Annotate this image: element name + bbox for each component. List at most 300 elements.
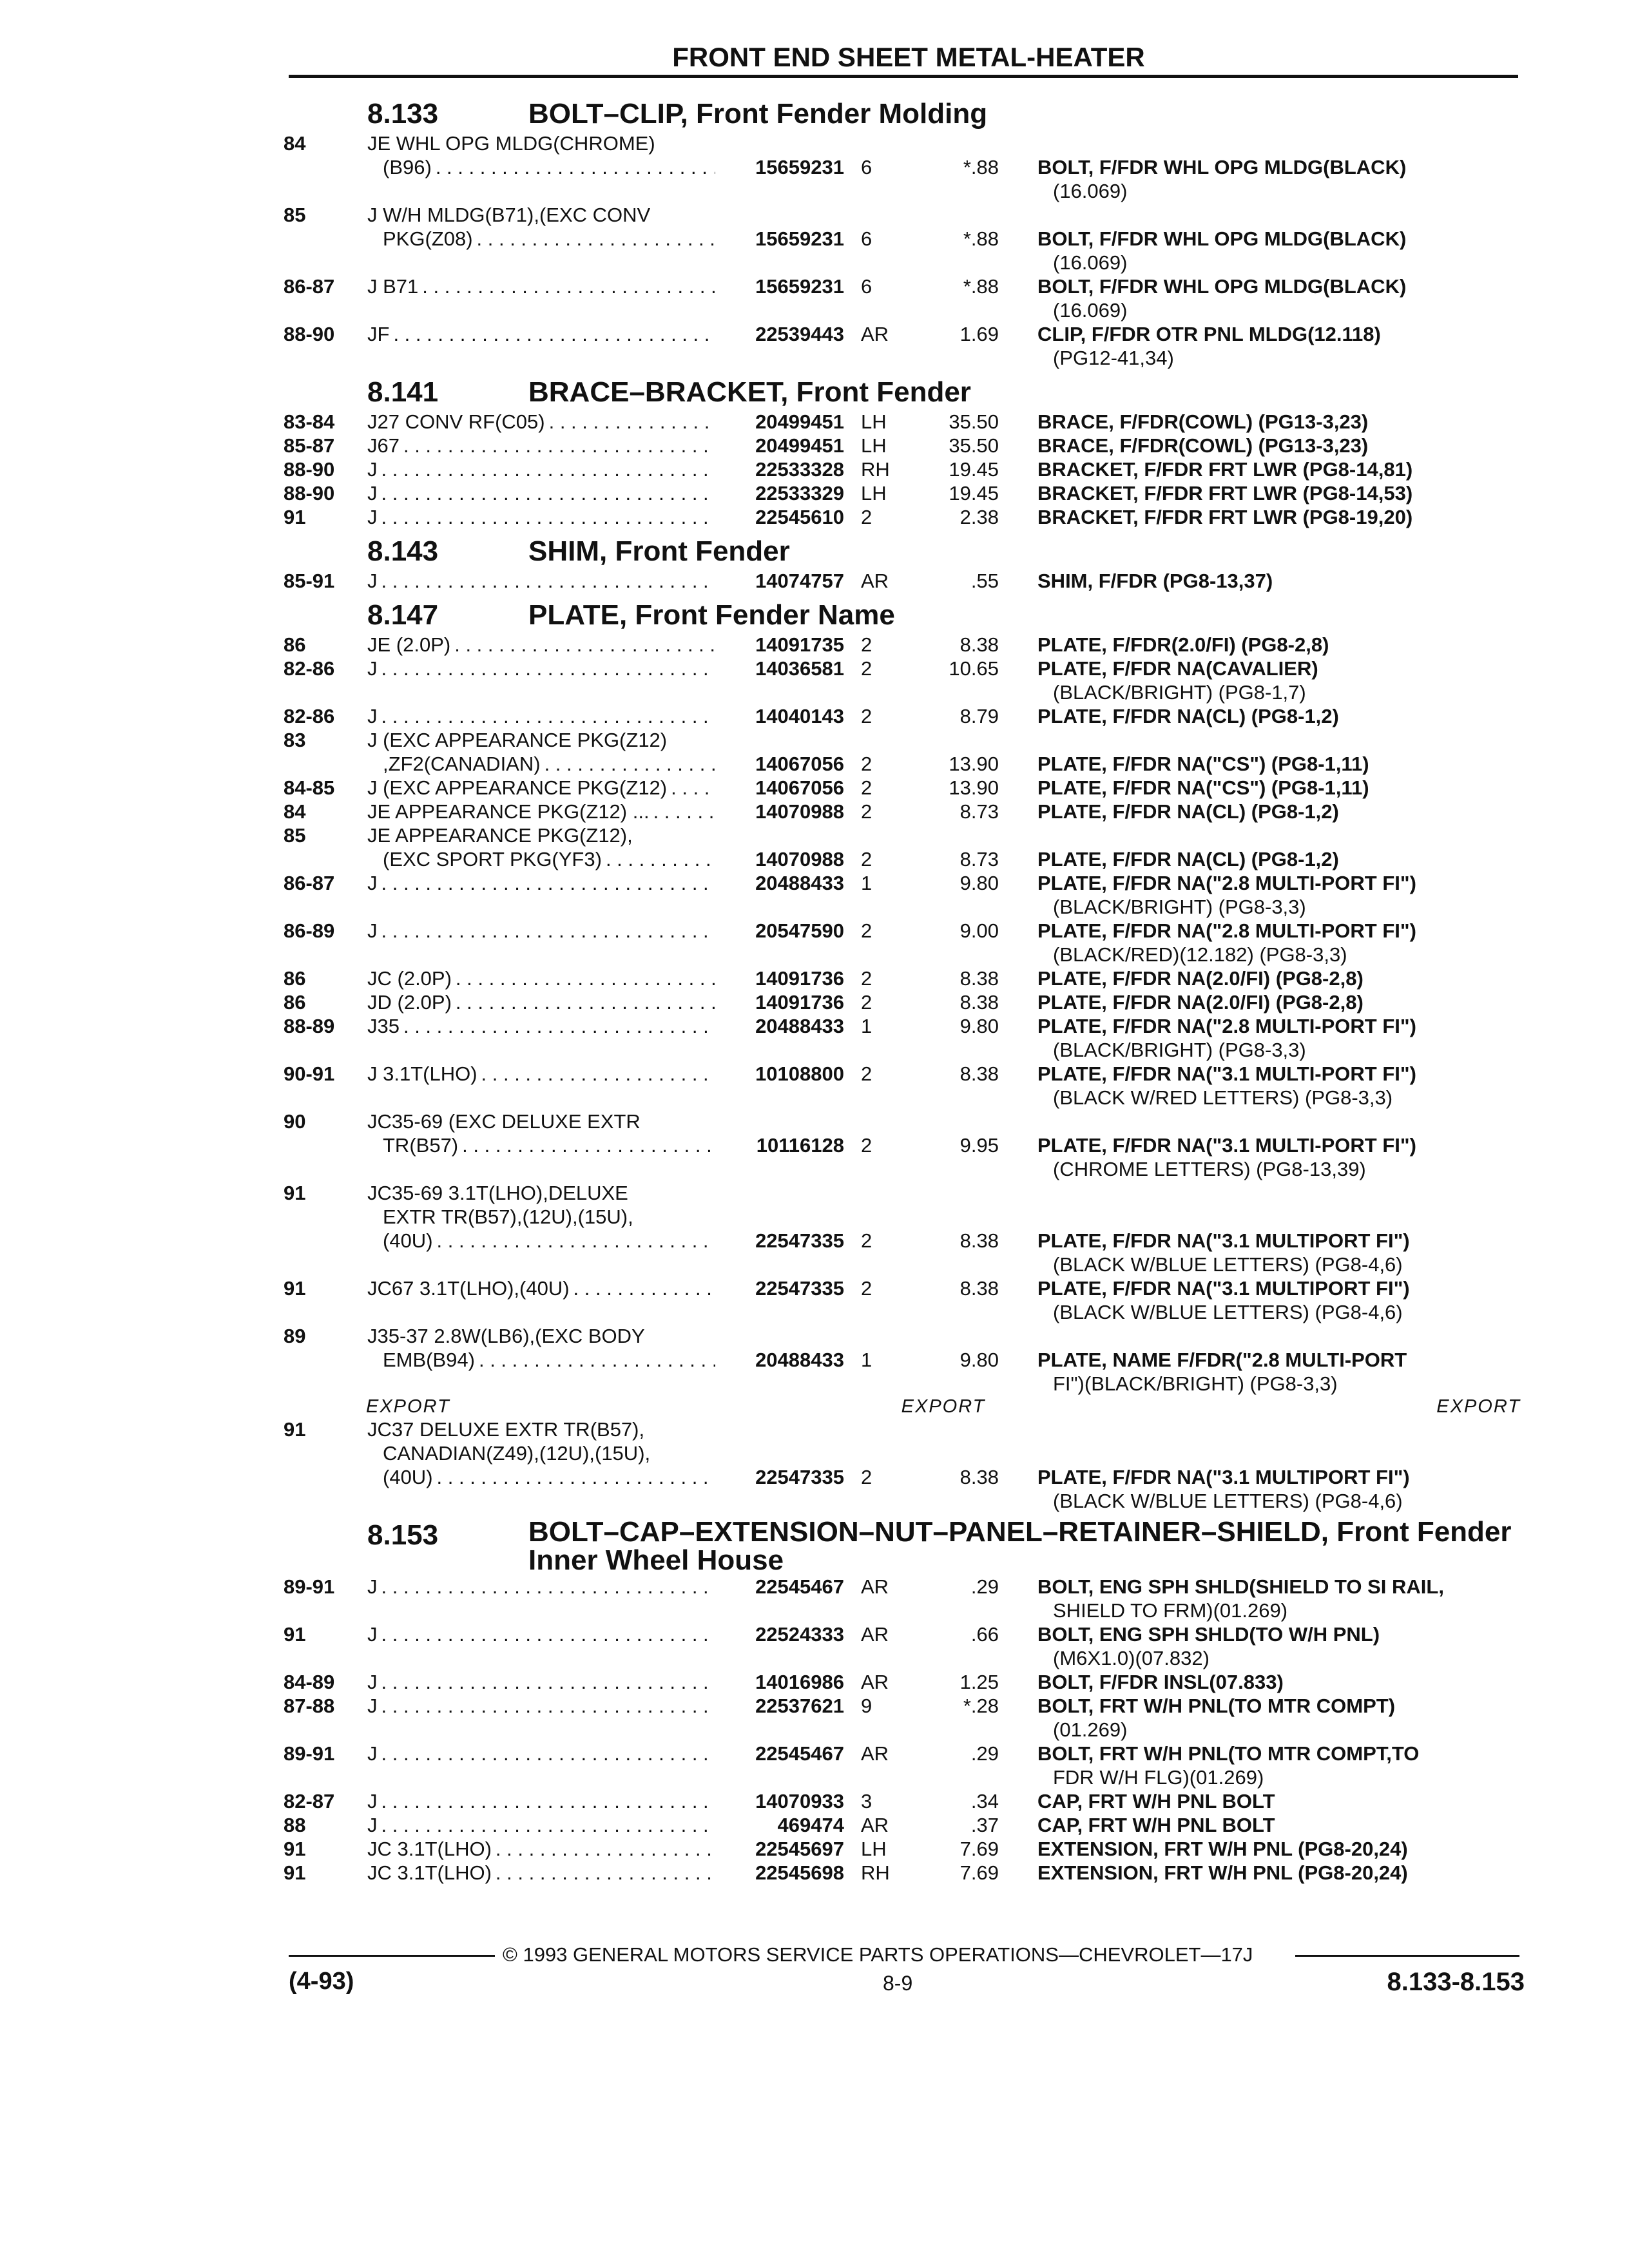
section-title: BRACE–BRACKET, Front Fender [528,376,971,408]
description-cell [999,728,1521,776]
application-text: J [367,919,378,942]
parts-catalog [284,91,1521,1885]
quantity: 6 [861,275,872,298]
description-line [1037,227,1521,251]
section-heading [284,534,1521,569]
description-cell [999,871,1521,919]
table-row [284,1789,1521,1813]
application-text: J W/H MLDG(B71),(EXC CONV [367,204,651,226]
price: 10.65 [949,657,999,680]
price: .34 [970,1790,999,1812]
description-line [1037,1575,1521,1599]
description-text: (M6X1.0)(07.832) [1053,1647,1210,1669]
application-line [367,457,999,481]
quantity: 2 [861,1466,872,1488]
application-cell [367,633,999,657]
description-cell [999,457,1521,481]
quantity: 1 [861,872,872,894]
description-line [1037,1348,1521,1372]
price: .55 [970,570,999,592]
leader-dots [378,1622,716,1646]
part-number: 20499451 [755,434,844,457]
application-cell [367,1694,999,1742]
price: .29 [970,1575,999,1598]
application-cell [367,434,999,457]
leader-dots [378,871,716,895]
description-line [1037,1813,1521,1837]
table-row [284,410,1521,434]
application-text: (40U) [383,1229,433,1252]
leader-dots [570,1276,715,1300]
part-number: 22545697 [755,1838,844,1860]
leader-dots [450,633,715,657]
description-line [1037,1372,1521,1396]
application-line [367,919,999,943]
description-line [1037,1694,1521,1718]
description-text: BOLT, F/FDR WHL OPG MLDG(BLACK) [1037,227,1407,250]
table-row [284,457,1521,481]
description-cell [999,776,1521,800]
leader-dots [378,919,716,943]
application-cell [367,1742,999,1789]
description-line [1037,1489,1521,1513]
leader-dots [433,1465,715,1489]
application-text: J [367,872,378,894]
description-text: CAP, FRT W/H PNL BOLT [1037,1814,1275,1836]
description-text: SHIM, F/FDR (PG8-13,37) [1037,570,1273,592]
description-line [1037,704,1521,728]
page-title: FRONT END SHEET METAL-HEATER [672,42,1145,72]
description-text: BOLT, F/FDR WHL OPG MLDG(BLACK) [1037,275,1407,298]
price: 9.80 [959,1349,999,1371]
leader-dots [477,1062,715,1086]
leader-dots [389,322,715,346]
model-year: 86 [284,633,306,656]
description-line [1037,990,1521,1014]
price: *.28 [963,1695,999,1717]
model-year: 85 [284,204,306,226]
description-cell [999,1813,1521,1837]
section-heading [284,97,1521,131]
price: 9.80 [959,872,999,894]
model-year: 87-88 [284,1695,335,1717]
leader-dots [492,1837,715,1861]
description-cell [999,1861,1521,1885]
part-number: 10116128 [756,1134,844,1157]
description-text: BRACKET, F/FDR FRT LWR (PG8-19,20) [1037,506,1413,528]
price: .37 [970,1814,999,1836]
application-text: J [367,482,378,505]
part-number: 22524333 [755,1623,844,1646]
section-number: 8.147 [367,599,439,631]
application-line [367,1441,999,1465]
application-text: ,ZF2(CANADIAN) [383,753,541,775]
section-heading [284,598,1521,633]
leader-dots [400,434,715,457]
part-number: 22545610 [755,506,844,528]
description-text: (BLACK/RED)(12.182) (PG8-3,3) [1053,943,1347,966]
description-text: (BLACK/BRIGHT) (PG8-3,3) [1053,896,1306,918]
description-cell [999,1181,1521,1276]
application-line [367,966,999,990]
description-line [1037,1300,1521,1324]
description-cell [999,1276,1521,1324]
quantity: 2 [861,776,872,799]
table-row [284,1622,1521,1670]
description-line [1037,1086,1521,1110]
quantity: LH [861,482,887,505]
description-cell [999,919,1521,966]
description-text: PLATE, F/FDR(2.0/FI) (PG8-2,8) [1037,633,1329,656]
quantity: 2 [861,705,872,727]
model-year: 89-91 [284,1742,335,1765]
description-text: EXTENSION, FRT W/H PNL (PG8-20,24) [1037,1838,1408,1860]
application-line [367,1133,999,1157]
description-line [1037,1718,1521,1742]
application-cell [367,1789,999,1813]
description-cell [999,274,1521,322]
model-year: 85-87 [284,434,335,457]
application-line [367,1276,999,1300]
description-cell [999,990,1521,1014]
description-text: PLATE, F/FDR NA("3.1 MULTIPORT FI") [1037,1277,1410,1300]
description-text: CAP, FRT W/H PNL BOLT [1037,1790,1275,1812]
description-text: BRACE, F/FDR(COWL) (PG13-3,23) [1037,410,1369,433]
table-row [284,633,1521,657]
application-line [367,1181,999,1205]
application-line [367,569,999,593]
section-title: PLATE, Front Fender Name [528,599,895,631]
description-text: EXTENSION, FRT W/H PNL (PG8-20,24) [1037,1861,1408,1884]
section-title: SHIM, Front Fender [528,535,790,567]
description-text: BOLT, ENG SPH SHLD(SHIELD TO SI RAIL, [1037,1575,1444,1598]
application-cell [367,1575,999,1622]
application-line [367,434,999,457]
application-text: J (EXC APPEARANCE PKG(Z12) [367,729,668,751]
table-row [284,203,1521,274]
description-line [1037,680,1521,704]
leader-dots [492,1861,715,1885]
description-text: BOLT, ENG SPH SHLD(TO W/H PNL) [1037,1623,1380,1646]
application-line [367,1418,999,1441]
application-line [367,847,999,871]
quantity: 3 [861,1790,872,1812]
application-text: J [367,1671,378,1693]
price: 7.69 [959,1838,999,1860]
description-text: (01.269) [1053,1718,1128,1741]
export-divider [284,1396,1521,1418]
application-cell [367,569,999,593]
section-title: BOLT–CAP–EXTENSION–NUT–PANEL–RETAINER–SHIELD, Front Fender Inner Wheel House [528,1516,1512,1576]
part-number: 20488433 [755,1015,844,1037]
description-text: (16.069) [1053,299,1128,322]
description-line [1037,847,1521,871]
description-line [1037,1789,1521,1813]
application-line [367,990,999,1014]
leader-dots [378,1742,716,1765]
part-number: 15659231 [755,156,844,178]
part-number: 22547335 [755,1466,844,1488]
description-line [1037,569,1521,593]
price: 8.38 [959,1062,999,1085]
table-row [284,728,1521,776]
quantity: 2 [861,800,872,823]
application-text: JE APPEARANCE PKG(Z12) ... [367,800,650,823]
description-line [1037,1742,1521,1765]
application-line [367,800,999,823]
application-cell [367,990,999,1014]
description-text: (PG12-41,34) [1053,347,1174,369]
description-text: PLATE, F/FDR NA("3.1 MULTIPORT FI") [1037,1229,1410,1252]
model-year: 86 [284,967,306,990]
application-text: EMB(B94) [383,1349,475,1371]
quantity: 2 [861,991,872,1014]
table-row [284,1813,1521,1837]
application-line [367,1324,999,1348]
model-year: 86-87 [284,872,335,894]
application-text: JE WHL OPG MLDG(CHROME) [367,132,655,155]
description-line [1037,505,1521,529]
quantity: RH [861,458,890,481]
quantity: AR [861,570,889,592]
application-line [367,752,999,776]
table-row [284,1418,1521,1513]
description-text: BRACKET, F/FDR FRT LWR (PG8-14,53) [1037,482,1413,505]
description-line [1037,966,1521,990]
quantity: 2 [861,657,872,680]
description-line [1037,1622,1521,1646]
price: 19.45 [949,458,999,481]
application-line [367,203,999,227]
price: 8.38 [959,633,999,656]
model-year: 86 [284,991,306,1014]
application-line [367,155,999,179]
table-row [284,776,1521,800]
table-row [284,1324,1521,1396]
quantity: LH [861,410,887,433]
application-line [367,481,999,505]
leader-dots [433,1229,715,1253]
description-line [1037,776,1521,800]
description-line [1037,1229,1521,1253]
leader-dots [400,1014,715,1038]
description-cell [999,1418,1521,1513]
application-cell [367,1837,999,1861]
model-year: 84 [284,132,306,155]
description-text: PLATE, F/FDR NA(CL) (PG8-1,2) [1037,848,1339,870]
application-text: J [367,705,378,727]
description-text: (16.069) [1053,180,1128,202]
application-cell [367,457,999,481]
part-number: 22533328 [755,458,844,481]
description-cell [999,322,1521,370]
leader-dots [378,1694,716,1718]
description-text: PLATE, F/FDR NA("2.8 MULTI-PORT FI") [1037,1015,1416,1037]
application-cell [367,871,999,919]
price: 8.38 [959,1466,999,1488]
part-number: 22545698 [755,1861,844,1884]
description-text: PLATE, F/FDR NA("CS") (PG8-1,11) [1037,776,1369,799]
application-cell [367,1276,999,1324]
model-year: 90 [284,1110,306,1133]
application-cell [367,966,999,990]
quantity: LH [861,434,887,457]
description-text: (BLACK W/BLUE LETTERS) (PG8-4,6) [1053,1253,1403,1276]
part-number: 14070988 [755,800,844,823]
application-text: JC 3.1T(LHO) [367,1838,492,1860]
application-cell [367,1418,999,1513]
quantity: LH [861,1838,887,1860]
price: 1.69 [959,323,999,345]
application-cell [367,274,999,322]
export-label: EXPORT [901,1396,986,1417]
application-cell [367,657,999,704]
model-year: 91 [284,506,306,528]
description-line [1037,871,1521,895]
section-number: 8.143 [367,535,439,567]
price: 8.73 [959,848,999,870]
application-line [367,1622,999,1646]
model-year: 89-91 [284,1575,335,1598]
section-number: 8.153 [367,1519,439,1551]
application-line [367,633,999,657]
part-number: 14040143 [755,705,844,727]
description-line [1037,1276,1521,1300]
description-text: (CHROME LETTERS) (PG8-13,39) [1053,1158,1366,1180]
part-number: 14067056 [755,776,844,799]
application-cell [367,704,999,728]
application-cell [367,1813,999,1837]
application-text: TR(B57) [383,1134,459,1157]
description-cell [999,1670,1521,1694]
table-row [284,274,1521,322]
application-cell [367,1014,999,1062]
section-number: 8.133 [367,98,439,130]
application-line [367,1205,999,1229]
description-text: PLATE, F/FDR NA("2.8 MULTI-PORT FI") [1037,872,1416,894]
description-cell [999,1694,1521,1742]
quantity: 2 [861,919,872,942]
quantity: 2 [861,506,872,528]
table-row [284,481,1521,505]
description-text: BOLT, F/FDR INSL(07.833) [1037,1671,1284,1693]
description-text: FI")(BLACK/BRIGHT) (PG8-3,3) [1053,1372,1338,1395]
description-line [1037,1253,1521,1276]
application-text: EXTR TR(B57),(12U),(15U), [383,1206,633,1228]
description-text: PLATE, F/FDR NA(CAVALIER) [1037,657,1318,680]
application-line [367,1670,999,1694]
description-line [1037,434,1521,457]
description-line [1037,346,1521,370]
application-text: J [367,1575,378,1598]
description-cell [999,1324,1521,1396]
application-cell [367,322,999,370]
application-text: J [367,657,378,680]
page-number: 8-9 [883,1972,913,1995]
export-label: EXPORT [366,1396,450,1417]
leader-dots [432,155,715,179]
application-cell [367,823,999,871]
price: 13.90 [949,753,999,775]
model-year: 86-87 [284,275,335,298]
table-row [284,322,1521,370]
leader-dots [378,657,716,680]
description-line [1037,1837,1521,1861]
description-line [1037,274,1521,298]
footer-rule-left [289,1955,495,1957]
application-line [367,728,999,752]
price: 8.38 [959,1229,999,1252]
part-number: 20488433 [755,872,844,894]
table-row [284,1837,1521,1861]
application-text: J35-37 2.8W(LB6),(EXC BODY [367,1325,645,1347]
model-year: 88 [284,1814,306,1836]
description-line [1037,1861,1521,1885]
application-text: JC35-69 3.1T(LHO),DELUXE [367,1182,628,1204]
description-line [1037,179,1521,203]
part-number: 22545467 [755,1575,844,1598]
application-line [367,274,999,298]
application-text: JC35-69 (EXC DELUXE EXTR [367,1110,641,1133]
description-text: (BLACK W/BLUE LETTERS) (PG8-4,6) [1053,1490,1403,1512]
table-row [284,569,1521,593]
model-year: 91 [284,1838,306,1860]
part-number: 14016986 [755,1671,844,1693]
description-line [1037,322,1521,346]
application-text: J [367,458,378,481]
table-row [284,505,1521,529]
application-line [367,1813,999,1837]
description-text: BOLT, FRT W/H PNL(TO MTR COMPT,TO [1037,1742,1420,1765]
application-line [367,1861,999,1885]
description-line [1037,1465,1521,1489]
description-cell [999,1742,1521,1789]
part-number: 14091735 [755,633,844,656]
application-text: JE APPEARANCE PKG(Z12), [367,824,633,847]
application-cell [367,481,999,505]
description-text: SHIELD TO FRM)(01.269) [1053,1599,1288,1622]
application-line [367,1062,999,1086]
description-text: BRACE, F/FDR(COWL) (PG13-3,23) [1037,434,1369,457]
quantity: 2 [861,753,872,775]
description-line [1037,943,1521,966]
quantity: AR [861,323,889,345]
application-text: JC (2.0P) [367,967,452,990]
export-label: EXPORT [1436,1396,1521,1417]
table-row [284,1861,1521,1885]
model-year: 82-87 [284,1790,335,1812]
section-range: 8.133-8.153 [1387,1968,1525,1996]
application-line [367,227,999,251]
application-text: CANADIAN(Z49),(12U),(15U), [383,1442,651,1465]
price: 8.73 [959,800,999,823]
description-line [1037,1765,1521,1789]
application-line [367,1789,999,1813]
description-text: PLATE, F/FDR NA("CS") (PG8-1,11) [1037,753,1369,775]
application-line [367,776,999,800]
section-title: BOLT–CLIP, Front Fender Molding [528,98,988,130]
description-text: PLATE, F/FDR NA(CL) (PG8-1,2) [1037,705,1339,727]
description-text: (16.069) [1053,251,1128,274]
table-row [284,657,1521,704]
application-text: J [367,1790,378,1812]
application-line [367,1465,999,1489]
description-text: BOLT, FRT W/H PNL(TO MTR COMPT) [1037,1695,1396,1717]
application-cell [367,1622,999,1670]
application-cell [367,203,999,274]
part-number: 14091736 [755,967,844,990]
application-cell [367,1062,999,1110]
